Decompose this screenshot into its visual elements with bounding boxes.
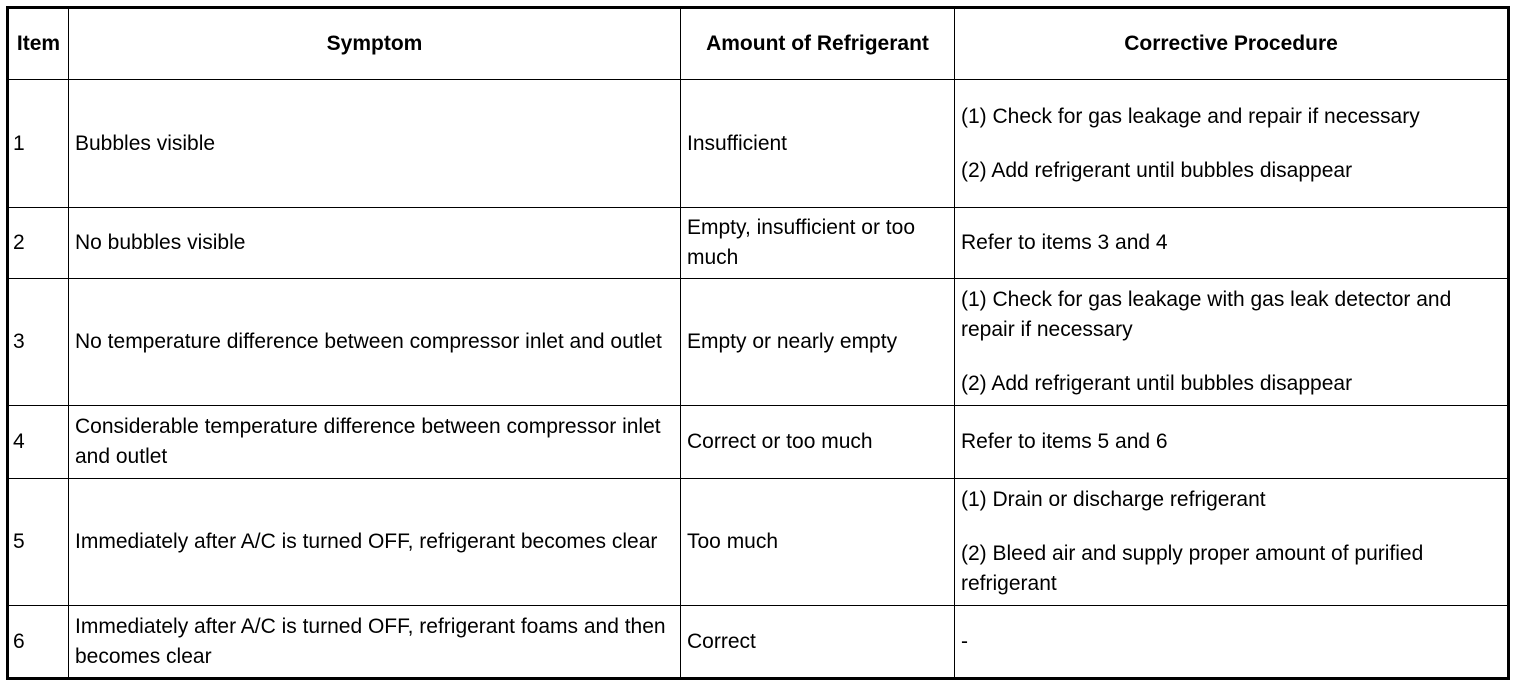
procedure-step: (2) Bleed air and supply proper amount of purified refrigerant — [961, 542, 1424, 595]
symptom-cell: No bubbles visible — [69, 208, 681, 279]
table-row — [8, 208, 1509, 279]
amount-cell: Empty, insufficient or too much — [681, 208, 955, 279]
header-symptom: Symptom — [69, 8, 681, 80]
table-header-row — [8, 8, 1509, 80]
header-procedure: Corrective Procedure — [955, 8, 1509, 80]
table-row — [8, 279, 1509, 406]
item-number: 6 — [8, 606, 69, 679]
procedure-step: Refer to items 5 and 6 — [961, 430, 1168, 453]
procedure-step: (1) Check for gas leakage and repair if necessary — [961, 104, 1420, 128]
procedure-cell — [955, 80, 1509, 208]
procedure-cell — [955, 606, 1509, 679]
amount-cell: Empty or nearly empty — [681, 279, 955, 406]
symptom-cell: Considerable temperature difference between compressor inlet and outlet — [69, 406, 681, 479]
procedure-cell — [955, 406, 1509, 479]
symptom-cell: Immediately after A/C is turned OFF, refrigerant foams and then becomes clear — [69, 606, 681, 679]
procedure-cell — [955, 208, 1509, 279]
procedure-step: Refer to items 3 and 4 — [961, 231, 1168, 254]
symptom-cell: Immediately after A/C is turned OFF, refrigerant becomes clear — [69, 479, 681, 606]
procedure-cell — [955, 479, 1509, 606]
symptom-cell: Bubbles visible — [69, 80, 681, 208]
symptom-cell: No temperature difference between compressor inlet and outlet — [69, 279, 681, 406]
table-row — [8, 80, 1509, 208]
header-item: Item — [8, 8, 69, 80]
procedure-step: (2) Add refrigerant until bubbles disappear — [961, 158, 1353, 182]
table-row — [8, 406, 1509, 479]
header-amount: Amount of Refrigerant — [681, 8, 955, 80]
item-number: 5 — [8, 479, 69, 606]
table-row — [8, 479, 1509, 606]
refrigerant-diagnosis-table — [6, 6, 1510, 680]
item-number: 1 — [8, 80, 69, 208]
amount-cell: Correct — [681, 606, 955, 679]
amount-cell: Correct or too much — [681, 406, 955, 479]
procedure-step: (1) Drain or discharge refrigerant — [961, 488, 1266, 511]
amount-cell: Insufficient — [681, 80, 955, 208]
procedure-step: (1) Check for gas leakage with gas leak detector and repair if necessary — [961, 288, 1452, 341]
amount-cell: Too much — [681, 479, 955, 606]
procedure-step: (2) Add refrigerant until bubbles disappear — [961, 372, 1353, 395]
item-number: 3 — [8, 279, 69, 406]
procedure-cell — [955, 279, 1509, 406]
item-number: 4 — [8, 406, 69, 479]
table-row — [8, 606, 1509, 679]
item-number: 2 — [8, 208, 69, 279]
procedure-step: - — [961, 629, 968, 653]
